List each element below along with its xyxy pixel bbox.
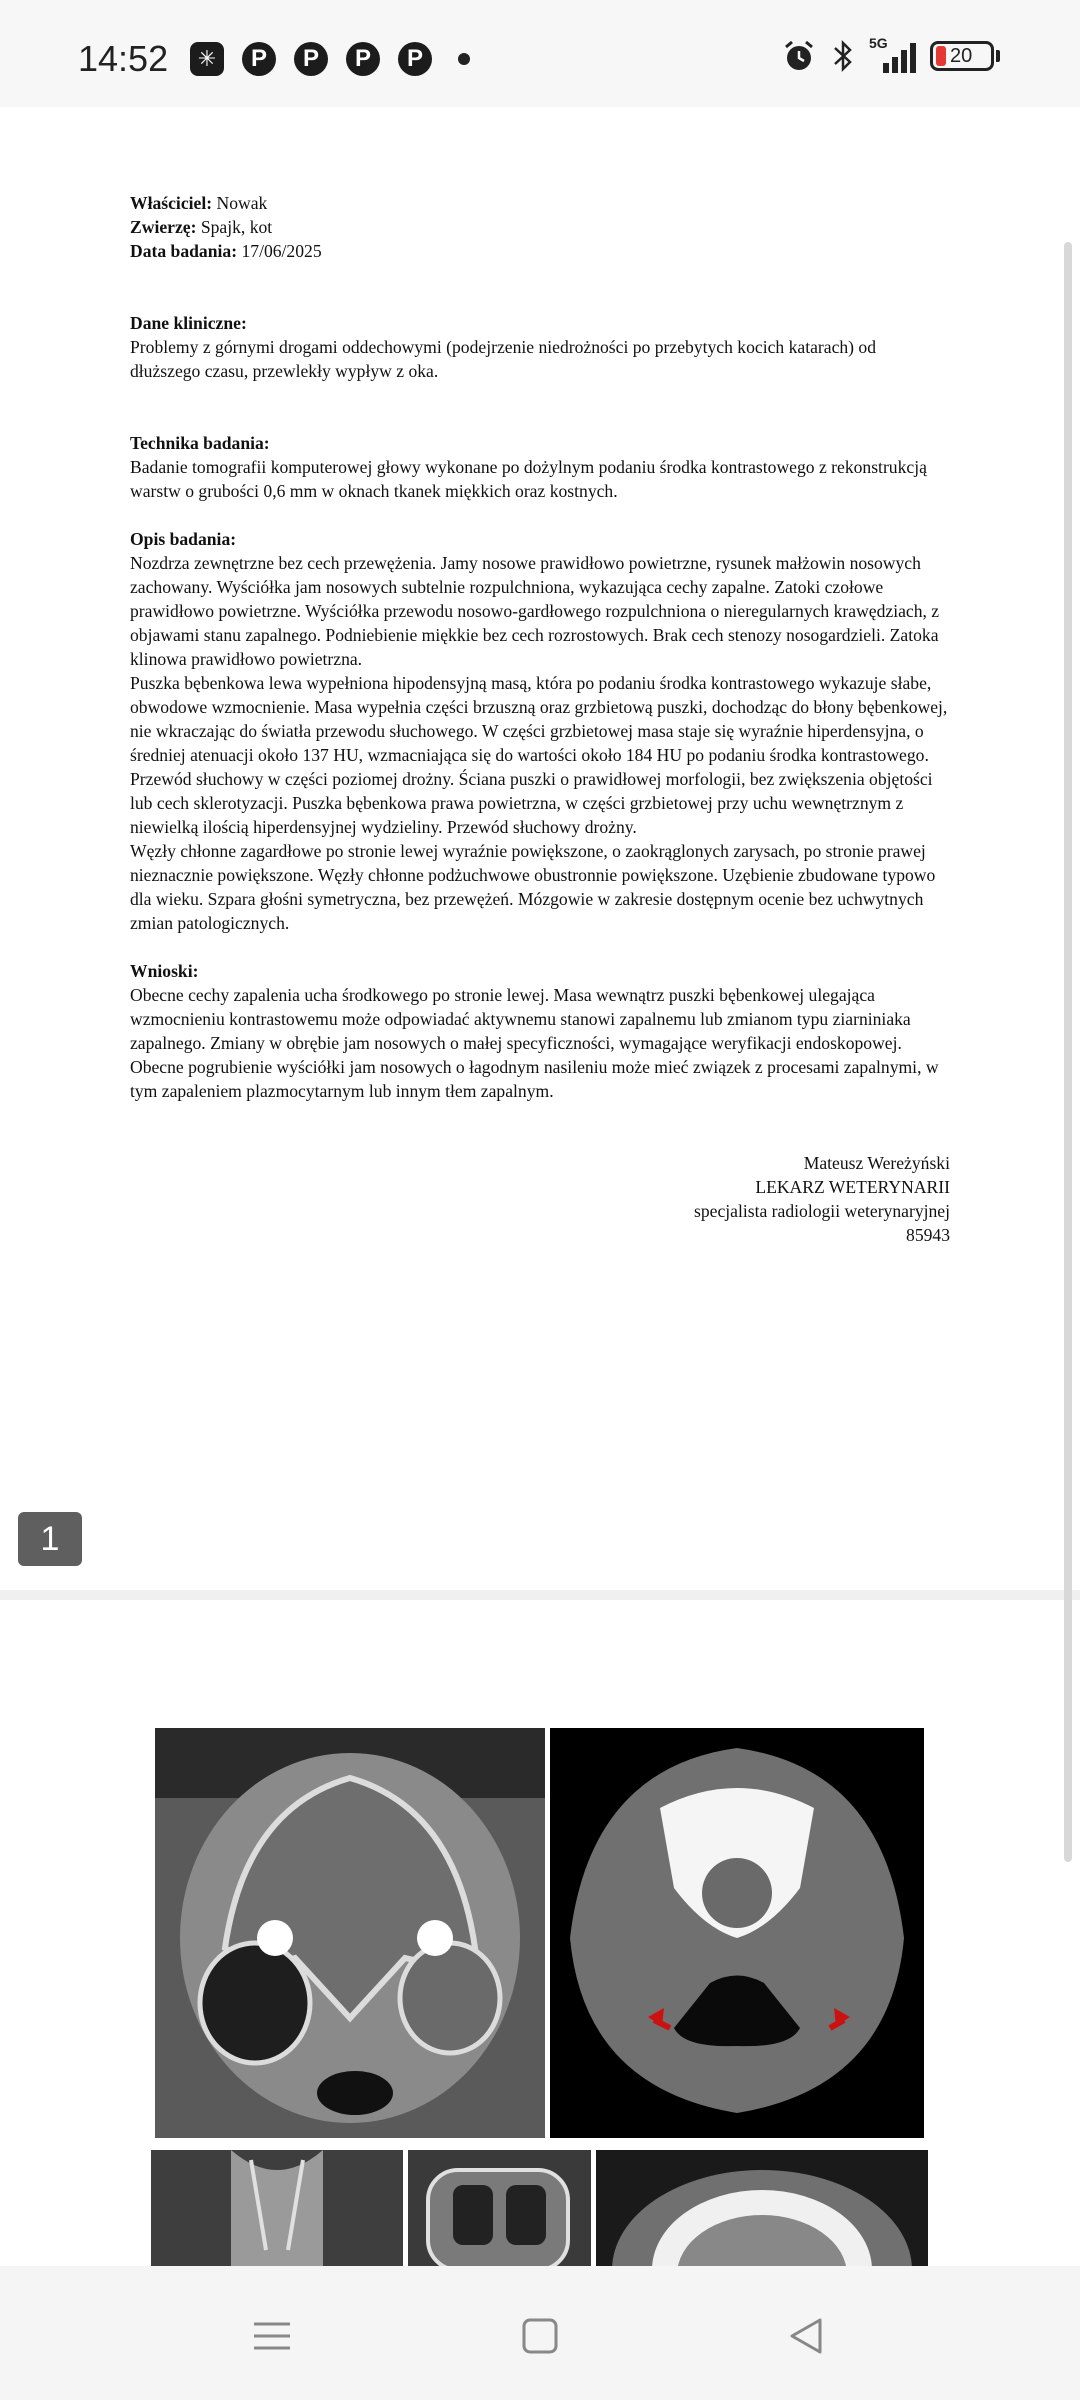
technique-heading: Technika badania: xyxy=(130,433,270,453)
date-value: 17/06/2025 xyxy=(241,241,322,261)
description-paragraph: Węzły chłonne zagardłowe po stronie lewej wyraźnie powiększone, o zaokrąglonych zarysach, po stronie prawej nieznacznie powiększone. Węzły chłonne podżuchwowe obustronnie powiększone. Uzębienie zbudowane typowo dla wieku. Szpara głośni symetryczna, bez przewężeń. Mózgowie w zakresie dostępnym ocenie bez uchwytnych zmian patologicznych. xyxy=(130,841,936,933)
status-bar xyxy=(0,0,1080,107)
app-icon: ✳ xyxy=(190,42,224,76)
pinterest-icon: P xyxy=(346,42,380,76)
owner-label: Właściciel: xyxy=(130,193,213,213)
ct-image-frontal-sinus xyxy=(408,2150,591,2270)
clinical-text: Problemy z górnymi drogami oddechowymi (podejrzenie niedrożności po przebytych kocich katarach) od dłuższego czasu, przewlekły wypływ z oka. xyxy=(130,337,877,381)
alarm-icon xyxy=(781,38,817,74)
conclusions-heading: Wnioski: xyxy=(130,961,199,981)
ct-image-soft-tissue xyxy=(550,1728,924,2138)
home-icon[interactable] xyxy=(510,2306,570,2366)
owner-value: Nowak xyxy=(216,193,268,213)
ct-image-skull-section xyxy=(596,2150,928,2270)
description-paragraph: Puszka bębenkowa lewa wypełniona hipodensyjną masą, która po podaniu środka kontrastowego wykazuje słabe, obwodowe wzmocnienie. Masa wypełnia części brzuszną oraz grzbietową puszki, dochodząc do błony bębenkowej, nie wkraczając do światła przewodu słuchowego. W części grzbietowej masa staje się wyraźnie hiperdensyjna, o średniej atenuacji około 137 HU, wzmacniająca się do wartości około 184 HU po podaniu środka kontrastowego. Przewód słuchowy w części poziomej drożny. Ściana puszki o prawidłowej morfologii, bez zwiększenia objętości lub cech sklerotyzacji. Puszka bębenkowa prawa powietrzna, w części grzbietowej przy uchu wewnętrznym z niewielką ilością hiperdensyjnej wydzieliny. Przewód słuchowy drożny. xyxy=(130,673,948,837)
bluetooth-icon xyxy=(831,38,855,74)
page-number-badge: 1 xyxy=(18,1512,82,1566)
back-icon[interactable] xyxy=(776,2306,836,2366)
description-paragraph: Nozdrza zewnętrzne bez cech przewężenia. Jamy nosowe prawidłowo powietrzne, rysunek małżowin nosowych zachowany. Wyściółka jam nosowych subtelnie rozpulchniona, wykazująca cechy zapalne. Zatoki czołowe prawidłowo powietrzne. Wyściółka przewodu nosowo-gardłowego rozpulchniona o nieregularnych krawędziach, z objawami stanu zapalnego. Podniebienie miękkie bez cech rozrostowych. Brak cech stenozy nosogardzieli. Zatoka klinowa prawidłowo powietrzna. xyxy=(130,553,940,669)
document-page xyxy=(0,107,1080,1590)
notification-icons xyxy=(190,42,470,76)
page-separator xyxy=(0,1590,1080,1600)
battery-level: 20 xyxy=(950,44,973,67)
date-label: Data badania: xyxy=(130,241,238,261)
pinterest-icon: P xyxy=(242,42,276,76)
menu-icon[interactable] xyxy=(242,2306,302,2366)
animal-label: Zwierzę: xyxy=(130,217,197,237)
battery-fill xyxy=(936,46,946,66)
report-text xyxy=(130,191,950,1247)
signature-name: Mateusz Wereżyński xyxy=(803,1153,950,1173)
description-heading: Opis badania: xyxy=(130,529,237,549)
system-icons xyxy=(781,35,1000,74)
5g-signal-icon xyxy=(869,35,916,73)
status-time: 14:52 xyxy=(78,38,169,79)
signature-title: LEKARZ WETERYNARII xyxy=(755,1177,950,1197)
network-label: 5G xyxy=(869,35,888,51)
pinterest-icon: P xyxy=(398,42,432,76)
conclusions-text: Obecne cechy zapalenia ucha środkowego po stronie lewej. Masa wewnątrz puszki bębenkowej ulegająca wzmocnieniu kontrastowemu może odpowiadać aktywnemu stanowi zapalnemu lub zmianom typu ziarniniaka zapalnego. Zmiany w obrębie jam nosowych o małej specyficzności, wymagające weryfikacji endoskopowej. Obecne pogrubienie wyściółki jam nosowych o łagodnym nasileniu może mieć związek z procesami zapalnymi, w tym zapaleniem plazmocytarnym lub innym tłem zapalnym. xyxy=(130,985,939,1101)
signature-number: 85943 xyxy=(906,1225,950,1245)
more-dot-icon xyxy=(458,53,470,65)
pinterest-icon: P xyxy=(294,42,328,76)
battery-icon xyxy=(930,41,1000,71)
scrollbar[interactable] xyxy=(1064,242,1072,1862)
navigation-bar xyxy=(0,2266,1080,2400)
ct-image-nasal-cavity xyxy=(151,2150,403,2270)
technique-text: Badanie tomografii komputerowej głowy wykonane po dożylnym podaniu środka kontrastowego z rekonstrukcją warstw o grubości 0,6 mm w oknach tkanek miękkich oraz kostnych. xyxy=(130,457,927,501)
animal-value: Spajk, kot xyxy=(200,217,273,237)
ct-image-bone-window xyxy=(155,1728,545,2138)
signature-specialty: specjalista radiologii weterynaryjnej xyxy=(694,1201,950,1221)
clinical-heading: Dane kliniczne: xyxy=(130,313,247,333)
